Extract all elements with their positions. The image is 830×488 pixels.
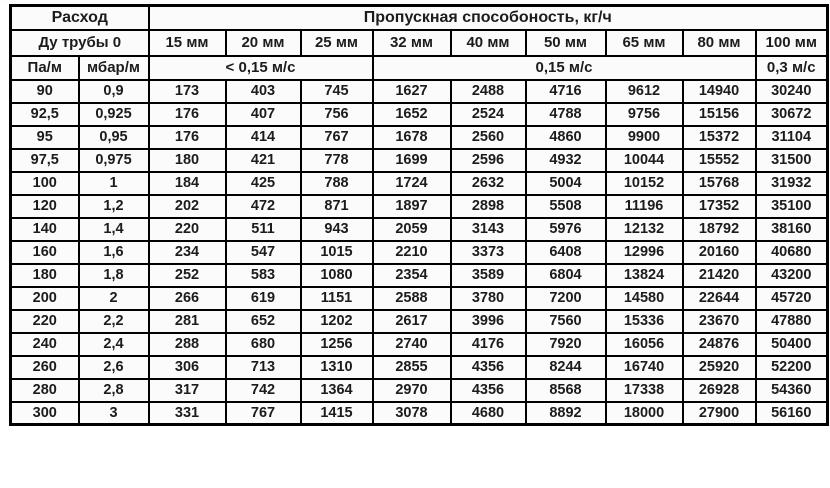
table-cell: 31104 bbox=[756, 126, 828, 149]
table-cell: 2,4 bbox=[79, 333, 149, 356]
table-cell: 0,95 bbox=[79, 126, 149, 149]
table-cell: 14940 bbox=[683, 80, 756, 103]
table-row bbox=[11, 149, 828, 172]
header-row-groups bbox=[11, 6, 828, 30]
table-cell: 50400 bbox=[756, 333, 828, 356]
table-cell: 414 bbox=[226, 126, 301, 149]
table-cell: 13824 bbox=[606, 264, 683, 287]
table-row bbox=[11, 241, 828, 264]
table-cell: 43200 bbox=[756, 264, 828, 287]
table-cell: 15768 bbox=[683, 172, 756, 195]
table-cell: 17338 bbox=[606, 379, 683, 402]
table-cell: 1 bbox=[79, 172, 149, 195]
table-cell: 9900 bbox=[606, 126, 683, 149]
velocity-header-low: < 0,15 м/с bbox=[149, 56, 373, 80]
table-cell: 742 bbox=[226, 379, 301, 402]
table-cell: 1256 bbox=[301, 333, 373, 356]
table-cell: 45720 bbox=[756, 287, 828, 310]
table-cell: 2,6 bbox=[79, 356, 149, 379]
table-cell: 943 bbox=[301, 218, 373, 241]
table-cell: 2,2 bbox=[79, 310, 149, 333]
table-cell: 1652 bbox=[373, 103, 451, 126]
table-cell: 202 bbox=[149, 195, 226, 218]
table-cell: 4176 bbox=[451, 333, 526, 356]
table-cell: 15552 bbox=[683, 149, 756, 172]
table-cell: 3780 bbox=[451, 287, 526, 310]
diameter-header-20mm: 20 мм bbox=[226, 30, 301, 56]
table-cell: 4860 bbox=[526, 126, 606, 149]
velocity-header-mid: 0,15 м/с bbox=[373, 56, 756, 80]
table-cell: 1,6 bbox=[79, 241, 149, 264]
pipe-capacity-table bbox=[9, 4, 829, 426]
table-cell: 18000 bbox=[606, 402, 683, 425]
table-cell: 10152 bbox=[606, 172, 683, 195]
table-cell: 3078 bbox=[373, 402, 451, 425]
table-cell: 240 bbox=[11, 333, 79, 356]
table-cell: 38160 bbox=[756, 218, 828, 241]
table-cell: 4932 bbox=[526, 149, 606, 172]
table-cell: 97,5 bbox=[11, 149, 79, 172]
header-row-diameters bbox=[11, 30, 828, 56]
table-row bbox=[11, 356, 828, 379]
table-cell: 21420 bbox=[683, 264, 756, 287]
diameter-header-40mm: 40 мм bbox=[451, 30, 526, 56]
table-cell: 2,8 bbox=[79, 379, 149, 402]
table-cell: 2059 bbox=[373, 218, 451, 241]
table-cell: 3996 bbox=[451, 310, 526, 333]
table-cell: 15156 bbox=[683, 103, 756, 126]
diameter-header-15mm: 15 мм bbox=[149, 30, 226, 56]
table-cell: 778 bbox=[301, 149, 373, 172]
table-cell: 300 bbox=[11, 402, 79, 425]
table-cell: 2855 bbox=[373, 356, 451, 379]
table-cell: 288 bbox=[149, 333, 226, 356]
table-cell: 160 bbox=[11, 241, 79, 264]
table-cell: 407 bbox=[226, 103, 301, 126]
table-cell: 7560 bbox=[526, 310, 606, 333]
velocity-header-high: 0,3 м/с bbox=[756, 56, 828, 80]
table-cell: 1,4 bbox=[79, 218, 149, 241]
table-cell: 547 bbox=[226, 241, 301, 264]
table-row bbox=[11, 103, 828, 126]
table-cell: 200 bbox=[11, 287, 79, 310]
table-cell: 260 bbox=[11, 356, 79, 379]
table-cell: 1415 bbox=[301, 402, 373, 425]
diameter-header-100mm: 100 мм bbox=[756, 30, 828, 56]
table-cell: 4788 bbox=[526, 103, 606, 126]
table-cell: 756 bbox=[301, 103, 373, 126]
table-cell: 30240 bbox=[756, 80, 828, 103]
table-cell: 54360 bbox=[756, 379, 828, 402]
table-cell: 871 bbox=[301, 195, 373, 218]
table-cell: 27900 bbox=[683, 402, 756, 425]
table-cell: 767 bbox=[301, 126, 373, 149]
table-cell: 745 bbox=[301, 80, 373, 103]
table-cell: 306 bbox=[149, 356, 226, 379]
table-cell: 2596 bbox=[451, 149, 526, 172]
table-cell: 280 bbox=[11, 379, 79, 402]
table-cell: 3589 bbox=[451, 264, 526, 287]
table-cell: 20160 bbox=[683, 241, 756, 264]
table-cell: 1151 bbox=[301, 287, 373, 310]
table-cell: 25920 bbox=[683, 356, 756, 379]
table-cell: 1897 bbox=[373, 195, 451, 218]
diameter-header-65mm: 65 мм bbox=[606, 30, 683, 56]
table-cell: 281 bbox=[149, 310, 226, 333]
table-cell: 47880 bbox=[756, 310, 828, 333]
capacity-group-header: Пропускная способоность, кг/ч bbox=[149, 6, 828, 30]
table-cell: 3143 bbox=[451, 218, 526, 241]
table-cell: 23670 bbox=[683, 310, 756, 333]
table-cell: 2740 bbox=[373, 333, 451, 356]
table-cell: 220 bbox=[149, 218, 226, 241]
table-cell: 2970 bbox=[373, 379, 451, 402]
table-cell: 95 bbox=[11, 126, 79, 149]
header-row-units bbox=[11, 56, 828, 80]
table-cell: 1699 bbox=[373, 149, 451, 172]
table-cell: 403 bbox=[226, 80, 301, 103]
table-cell: 1364 bbox=[301, 379, 373, 402]
pipe-du-header: Ду трубы 0 bbox=[11, 30, 149, 56]
table-cell: 2588 bbox=[373, 287, 451, 310]
table-cell: 7920 bbox=[526, 333, 606, 356]
table-cell: 15372 bbox=[683, 126, 756, 149]
table-row bbox=[11, 172, 828, 195]
table-cell: 16056 bbox=[606, 333, 683, 356]
table-cell: 3 bbox=[79, 402, 149, 425]
table-cell: 5508 bbox=[526, 195, 606, 218]
table-cell: 15336 bbox=[606, 310, 683, 333]
table-row bbox=[11, 287, 828, 310]
table-cell: 317 bbox=[149, 379, 226, 402]
table-cell: 120 bbox=[11, 195, 79, 218]
table-cell: 2488 bbox=[451, 80, 526, 103]
table-cell: 266 bbox=[149, 287, 226, 310]
table-cell: 1,8 bbox=[79, 264, 149, 287]
table-cell: 652 bbox=[226, 310, 301, 333]
table-cell: 788 bbox=[301, 172, 373, 195]
table-cell: 18792 bbox=[683, 218, 756, 241]
table-cell: 252 bbox=[149, 264, 226, 287]
table-cell: 0,9 bbox=[79, 80, 149, 103]
table-cell: 16740 bbox=[606, 356, 683, 379]
table-row bbox=[11, 218, 828, 241]
table-cell: 7200 bbox=[526, 287, 606, 310]
table-cell: 5976 bbox=[526, 218, 606, 241]
table-cell: 2524 bbox=[451, 103, 526, 126]
table-cell: 30672 bbox=[756, 103, 828, 126]
table-cell: 184 bbox=[149, 172, 226, 195]
table-cell: 8892 bbox=[526, 402, 606, 425]
table-cell: 6804 bbox=[526, 264, 606, 287]
table-header bbox=[11, 6, 828, 80]
table-row bbox=[11, 264, 828, 287]
table-row bbox=[11, 126, 828, 149]
table-cell: 9756 bbox=[606, 103, 683, 126]
table-row bbox=[11, 310, 828, 333]
table-cell: 767 bbox=[226, 402, 301, 425]
table-cell: 4680 bbox=[451, 402, 526, 425]
table-cell: 5004 bbox=[526, 172, 606, 195]
table-cell: 22644 bbox=[683, 287, 756, 310]
table-cell: 180 bbox=[149, 149, 226, 172]
diameter-header-32mm: 32 мм bbox=[373, 30, 451, 56]
table-cell: 2560 bbox=[451, 126, 526, 149]
table-cell: 92,5 bbox=[11, 103, 79, 126]
table-cell: 511 bbox=[226, 218, 301, 241]
table-cell: 2632 bbox=[451, 172, 526, 195]
table-row bbox=[11, 402, 828, 425]
table-cell: 10044 bbox=[606, 149, 683, 172]
table-cell: 56160 bbox=[756, 402, 828, 425]
table-cell: 1080 bbox=[301, 264, 373, 287]
table-cell: 176 bbox=[149, 126, 226, 149]
unit-header-mbar: мбар/м bbox=[79, 56, 149, 80]
table-cell: 0,975 bbox=[79, 149, 149, 172]
table-cell: 90 bbox=[11, 80, 79, 103]
table-cell: 17352 bbox=[683, 195, 756, 218]
diameter-header-25mm: 25 мм bbox=[301, 30, 373, 56]
table-cell: 9612 bbox=[606, 80, 683, 103]
table-cell: 220 bbox=[11, 310, 79, 333]
table-cell: 12132 bbox=[606, 218, 683, 241]
table-cell: 1724 bbox=[373, 172, 451, 195]
table-cell: 180 bbox=[11, 264, 79, 287]
diameter-header-80mm: 80 мм bbox=[683, 30, 756, 56]
table-row bbox=[11, 379, 828, 402]
table-cell: 3373 bbox=[451, 241, 526, 264]
table-cell: 31932 bbox=[756, 172, 828, 195]
table-cell: 26928 bbox=[683, 379, 756, 402]
table-cell: 4716 bbox=[526, 80, 606, 103]
table-cell: 1310 bbox=[301, 356, 373, 379]
table-cell: 35100 bbox=[756, 195, 828, 218]
table-cell: 472 bbox=[226, 195, 301, 218]
table-cell: 100 bbox=[11, 172, 79, 195]
table-row bbox=[11, 195, 828, 218]
table-cell: 2354 bbox=[373, 264, 451, 287]
table-cell: 24876 bbox=[683, 333, 756, 356]
table-cell: 583 bbox=[226, 264, 301, 287]
table-cell: 331 bbox=[149, 402, 226, 425]
table-cell: 12996 bbox=[606, 241, 683, 264]
table-cell: 421 bbox=[226, 149, 301, 172]
table-cell: 2210 bbox=[373, 241, 451, 264]
table-cell: 2898 bbox=[451, 195, 526, 218]
table-cell: 11196 bbox=[606, 195, 683, 218]
page bbox=[0, 4, 830, 488]
table-cell: 680 bbox=[226, 333, 301, 356]
table-cell: 176 bbox=[149, 103, 226, 126]
table-cell: 1,2 bbox=[79, 195, 149, 218]
table-cell: 425 bbox=[226, 172, 301, 195]
table-cell: 1678 bbox=[373, 126, 451, 149]
table-cell: 1627 bbox=[373, 80, 451, 103]
table-cell: 0,925 bbox=[79, 103, 149, 126]
table-body bbox=[11, 80, 828, 425]
table-cell: 619 bbox=[226, 287, 301, 310]
flow-group-header: Расход bbox=[11, 6, 149, 30]
table-row bbox=[11, 333, 828, 356]
table-cell: 8568 bbox=[526, 379, 606, 402]
table-cell: 234 bbox=[149, 241, 226, 264]
table-cell: 1015 bbox=[301, 241, 373, 264]
table-cell: 2617 bbox=[373, 310, 451, 333]
table-cell: 4356 bbox=[451, 379, 526, 402]
table-cell: 713 bbox=[226, 356, 301, 379]
table-cell: 6408 bbox=[526, 241, 606, 264]
table-cell: 140 bbox=[11, 218, 79, 241]
table-row bbox=[11, 80, 828, 103]
diameter-header-50mm: 50 мм bbox=[526, 30, 606, 56]
table-cell: 14580 bbox=[606, 287, 683, 310]
table-cell: 8244 bbox=[526, 356, 606, 379]
table-cell: 4356 bbox=[451, 356, 526, 379]
unit-header-pa: Па/м bbox=[11, 56, 79, 80]
table-cell: 40680 bbox=[756, 241, 828, 264]
table-cell: 2 bbox=[79, 287, 149, 310]
table-cell: 31500 bbox=[756, 149, 828, 172]
table-cell: 173 bbox=[149, 80, 226, 103]
table-cell: 1202 bbox=[301, 310, 373, 333]
table-cell: 52200 bbox=[756, 356, 828, 379]
